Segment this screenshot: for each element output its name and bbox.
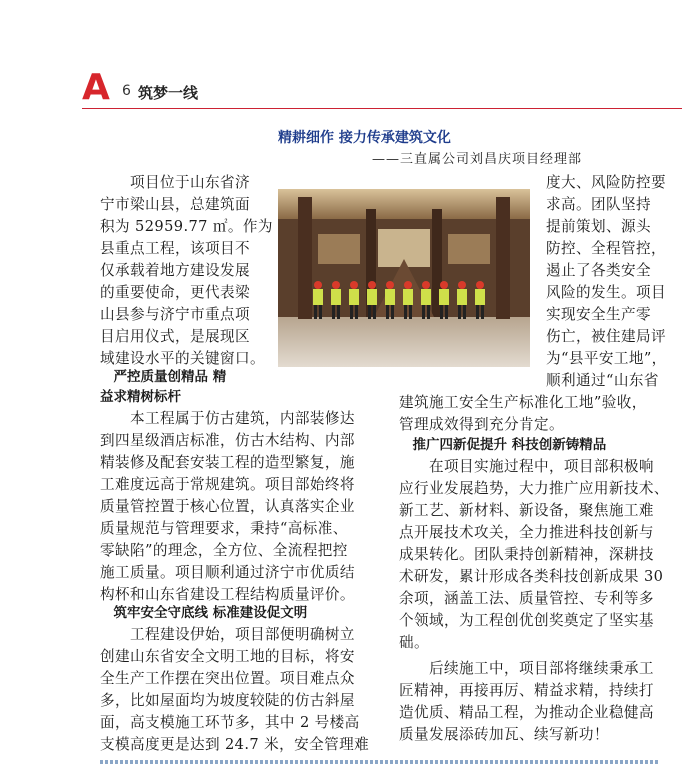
section-heading: 推广四新促提升 科技创新铸精品 xyxy=(399,437,607,453)
text-line: 面，高支模施工环节多，其中 2 号楼高 xyxy=(100,714,360,731)
text-line: 术研发，累计形成各类科技创新成果 30 xyxy=(399,568,664,585)
text-line: 零缺陷”的理念，全方位、全流程把控 xyxy=(100,542,348,559)
text-line: 质量规范与管理要求，秉持“高标准、 xyxy=(100,520,348,537)
text-line: 后续施工中，项目部将继续秉承工 xyxy=(399,660,654,677)
text-line: 创建山东省安全文明工地的目标，将安 xyxy=(100,648,355,665)
text-line: 的重要使命，更代表梁 xyxy=(100,284,250,301)
text-line: 质量发展添砖加瓦、续写新功！ xyxy=(399,726,609,743)
team-photo xyxy=(278,189,530,367)
text-line: 施工质量。项目顺利通过济宁市优质结 xyxy=(100,564,355,581)
text-line: 遏止了各类安全 xyxy=(546,262,651,279)
text-line: 宁市梁山县，总建筑面 xyxy=(100,196,250,213)
text-line: 多，比如屋面均为坡度较陡的仿古斜屋 xyxy=(100,692,355,709)
text-line: 成果转化。团队秉持创新精神，深耕技 xyxy=(399,546,654,563)
section-heading: 严控质量创精品 精 xyxy=(100,369,227,385)
text-line: 积为 52959.77 ㎡。作为 xyxy=(100,218,273,235)
text-line: 支模高度更是达到 24.7 米，安全管理难 xyxy=(100,736,370,753)
page-header xyxy=(82,67,682,108)
section-letter: A xyxy=(82,67,110,108)
text-line: 点开展技术攻关，全力推进科技创新与 xyxy=(399,524,654,541)
page-number: 6 xyxy=(122,83,131,99)
text-line: 匠精神，再接再厉、精益求精，持续打 xyxy=(399,682,654,699)
text-line: 个领域，为工程创优创奖奠定了坚实基 xyxy=(399,612,654,629)
text-line: 构杯和山东省建设工程结构质量评价。 xyxy=(100,586,355,603)
text-line: 防控、全程管控， xyxy=(546,240,666,257)
text-line: 在项目实施过程中，项目部积极响 xyxy=(399,458,654,475)
text-line: 应行业发展趋势，大力推广应用新技术、 xyxy=(399,480,669,497)
text-line: 目启用仪式，是展现区 xyxy=(100,328,250,345)
text-line: 全生产工作摆在突出位置。项目难点众 xyxy=(100,670,355,687)
text-line: 质量管控置于核心位置，认真落实企业 xyxy=(100,498,355,515)
text-line: 工程建设伊始，项目部便明确树立 xyxy=(100,626,355,643)
text-line: 余项，涵盖工法、质量管控、专利等多 xyxy=(399,590,654,607)
article-byline: ——三直属公司刘昌庆项目经理部 xyxy=(372,152,583,167)
text-line: 工难度远高于常规建筑。项目部始终将 xyxy=(100,476,355,493)
section-heading: 筑牢安全守底线 标准建设促文明 xyxy=(100,605,308,621)
text-line: 县重点工程，该项目不 xyxy=(100,240,250,257)
header-rule xyxy=(82,108,682,109)
text-line: 实现安全生产零 xyxy=(546,306,651,323)
text-line: 山县参与济宁市重点项 xyxy=(100,306,250,323)
text-line: 础。 xyxy=(399,634,429,651)
text-line: 提前策划、源头 xyxy=(546,218,651,235)
text-line: 伤亡，被住建局评 xyxy=(546,328,666,345)
text-line: 求高。团队坚持 xyxy=(546,196,651,213)
section-name: 筑梦一线 xyxy=(138,84,199,102)
text-line: 精装修及配套安装工程的造型繁复，施 xyxy=(100,454,355,471)
text-line: 仅承载着地方建设发展 xyxy=(100,262,250,279)
text-line: 建筑施工安全生产标准化工地”验收， xyxy=(399,394,647,411)
team-photo-illustration xyxy=(278,189,530,367)
text-line: 顺利通过“山东省 xyxy=(546,372,659,389)
article-title: 精耕细作 接力传承建筑文化 xyxy=(278,130,451,146)
footer-rule xyxy=(100,760,660,764)
text-line: 新工艺、新材料、新设备，聚焦施工难 xyxy=(399,502,654,519)
text-line: 域建设水平的关键窗口。 xyxy=(100,350,265,367)
text-line: 项目位于山东省济 xyxy=(100,174,250,191)
text-line: 造优质、精品工程，为推动企业稳健高 xyxy=(399,704,654,721)
text-line: 度大、风险防控要 xyxy=(546,174,666,191)
text-line: 风险的发生。项目 xyxy=(546,284,666,301)
text-line: 到四星级酒店标准，仿古木结构、内部 xyxy=(100,432,355,449)
section-heading: 益求精树标杆 xyxy=(100,389,181,405)
text-line: 为“县平安工地”， xyxy=(546,350,667,367)
text-line: 管理成效得到充分肯定。 xyxy=(399,416,564,433)
text-line: 本工程属于仿古建筑，内部装修达 xyxy=(100,410,355,427)
